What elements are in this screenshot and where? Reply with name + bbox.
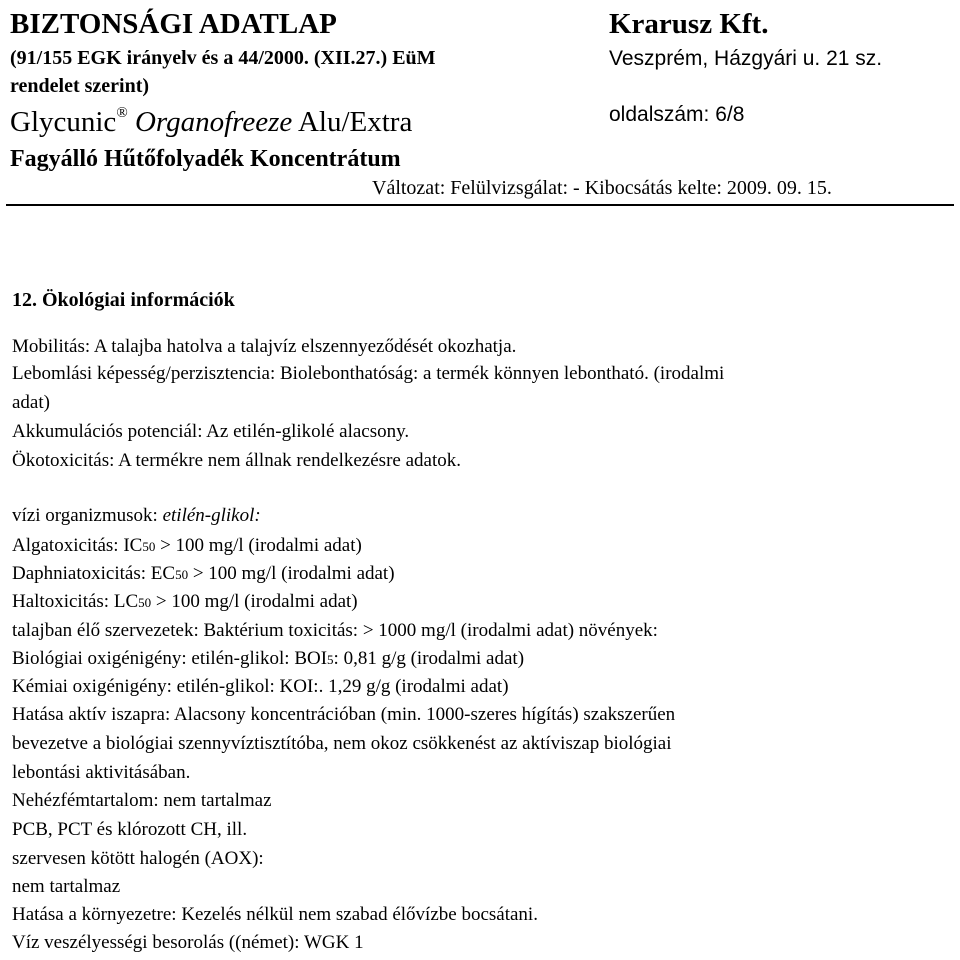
regulation-line-2: rendelet szerint) [10, 75, 150, 97]
daphnia-prefix: Daphniatoxicitás: EC [12, 563, 176, 584]
document-header [0, 0, 960, 206]
fish-value: > 100 mg/l (irodalmi adat) [151, 591, 358, 612]
algae-subscript: 50 [142, 539, 156, 554]
product-line: Organofreeze [134, 106, 293, 138]
document-title: BIZTONSÁGI ADATLAP [10, 8, 337, 40]
bod-subscript: 5 [327, 652, 334, 667]
pcb-line: PCB, PCT és klórozott CH, ill. [12, 819, 248, 840]
fish-subscript: 50 [138, 595, 152, 610]
heavy-metals-line: Nehézfémtartalom: nem tartalmaz [12, 790, 272, 811]
accumulation-line: Akkumulációs potenciál: Az etilén-glikolé alacsony. [12, 421, 410, 442]
water-hazard-line: Víz veszélyességi besorolás ((német): WGK 1 [12, 932, 364, 953]
fish-prefix: Haltoxicitás: LC [12, 591, 139, 612]
fish-toxicity-line [12, 592, 358, 611]
company-name: Krarusz Kft. [609, 8, 769, 40]
aquatic-organisms-line [12, 506, 261, 525]
ecotoxicity-line: Ökotoxicitás: A termékre nem állnak rendelkezésre adatok. [12, 450, 461, 471]
bod-value: : 0,81 g/g (irodalmi adat) [333, 648, 525, 669]
degradability-line-2: adat) [12, 392, 50, 413]
bod-line [12, 649, 524, 668]
daphnia-value: > 100 mg/l (irodalmi adat) [188, 563, 395, 584]
brand-name: Glycunic [10, 106, 117, 138]
aox-line: szervesen kötött halogén (AOX): [12, 848, 264, 869]
soil-organisms-line: talajban élő szervezetek: Baktérium toxicitás: > 1000 mg/l (irodalmi adat) növények: [12, 620, 658, 641]
aquatic-label: vízi organizmusok: [12, 505, 163, 526]
bod-prefix: Biológiai oxigénigény: etilén-glikol: BOI [12, 648, 328, 669]
section-heading: 12. Ökológiai információk [12, 289, 235, 311]
product-name [10, 105, 413, 138]
daphnia-subscript: 50 [175, 567, 189, 582]
aox-value-line: nem tartalmaz [12, 876, 121, 897]
aquatic-substance: etilén-glikol: [162, 505, 261, 526]
product-variant: Alu/Extra [297, 106, 413, 138]
algae-prefix: Algatoxicitás: IC [12, 535, 143, 556]
product-description: Fagyálló Hűtőfolyadék Koncentrátum [10, 146, 401, 172]
environment-effect-line: Hatása a környezetre: Kezelés nélkül nem szabad élővízbe bocsátani. [12, 904, 538, 925]
version-line: Változat: Felülvizsgálat: - Kibocsátás kelte: 2009. 09. 15. [372, 177, 832, 199]
header-divider [6, 204, 954, 206]
mobility-line: Mobilitás: A talajba hatolva a talajvíz elszennyeződését okozhatja. [12, 336, 517, 357]
sludge-line-3: lebontási aktivitásában. [12, 762, 191, 783]
regulation-line-1: (91/155 EGK irányelv és a 44/2000. (XII.27.) EüM [10, 47, 436, 69]
registered-trademark: ® [116, 105, 128, 121]
sludge-line-2: bevezetve a biológiai szennyvíztisztítóba, nem okoz csökkenést az aktíviszap biológiai [12, 733, 672, 754]
company-address: Veszprém, Házgyári u. 21 sz. [609, 47, 883, 70]
algae-value: > 100 mg/l (irodalmi adat) [155, 535, 362, 556]
sludge-line-1: Hatása aktív iszapra: Alacsony koncentrációban (min. 1000-szeres hígítás) szakszerűen [12, 704, 676, 725]
algae-toxicity-line [12, 536, 362, 555]
page-number: oldalszám: 6/8 [609, 103, 745, 126]
cod-line: Kémiai oxigénigény: etilén-glikol: KOI:. 1,29 g/g (irodalmi adat) [12, 676, 509, 697]
daphnia-toxicity-line [12, 564, 395, 583]
degradability-line-1: Lebomlási képesség/perzisztencia: Biolebonthatóság: a termék könnyen lebontható. (irodalmi [12, 363, 725, 384]
